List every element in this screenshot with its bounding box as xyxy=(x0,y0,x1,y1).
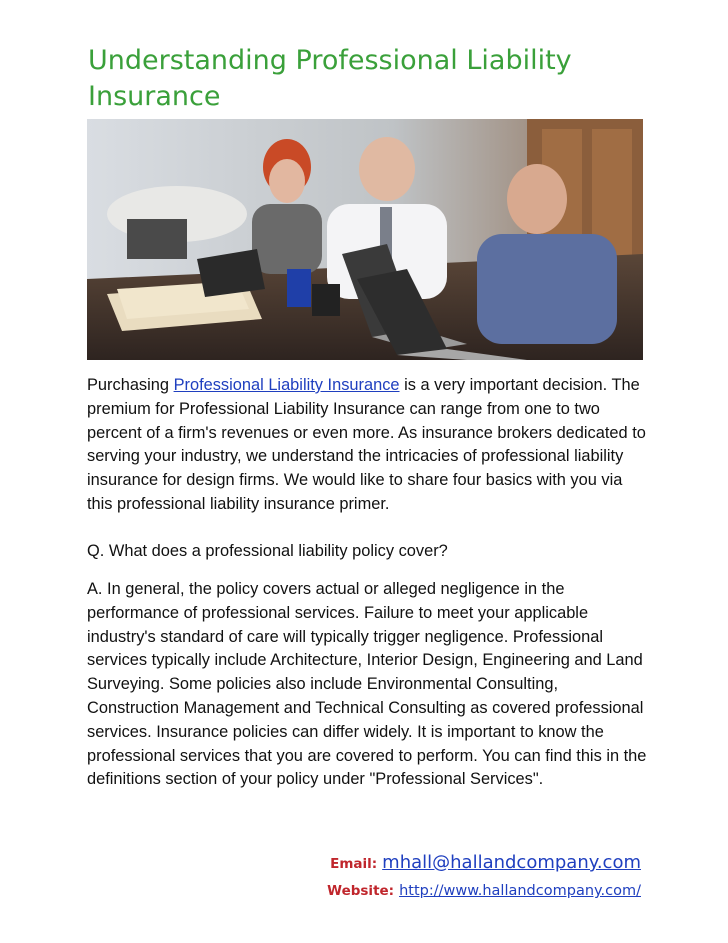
professional-liability-link[interactable]: Professional Liability Insurance xyxy=(173,376,400,394)
website-contact xyxy=(327,880,641,899)
photo-illustration xyxy=(87,119,643,360)
email-contact xyxy=(330,852,641,873)
page-title: Understanding Professional Liability Insurance xyxy=(88,45,572,112)
intro-paragraph xyxy=(87,374,647,517)
email-label: Email: xyxy=(330,856,378,872)
intro-text-start: Purchasing xyxy=(87,376,174,394)
intro-text-rest: is a very important decision. The premium for Professional Liability Insurance can range from one to two percent of a firm's revenues or even more. As insurance brokers dedicated to serving your industry, we understand the intricacies of professional liability insurance for design firms. We would like to share four basics with you via this professional liability insurance primer. xyxy=(87,376,646,513)
office-meeting-photo xyxy=(87,119,643,360)
website-label: Website: xyxy=(327,883,395,899)
answer-paragraph: A. In general, the policy covers actual or alleged negligence in the performance of professional services. Failure to meet your applicable industry's standard of care will typically trigger negligence. Professional services typically include Architecture, Interior Design, Engineering and Land Surveying. Some policies also include Environmental Consulting, Construction Management and Technical Consulting as covered professional services. Insurance policies can differ widely. It is important to know the professional services that you are covered to perform. You can find this in the definitions section of your policy under "Professional Services". xyxy=(87,580,647,789)
email-link[interactable]: mhall@hallandcompany.com xyxy=(382,852,641,873)
question-paragraph: Q. What does a professional liability policy cover? xyxy=(87,542,448,560)
website-link[interactable]: http://www.hallandcompany.com/ xyxy=(399,883,641,899)
